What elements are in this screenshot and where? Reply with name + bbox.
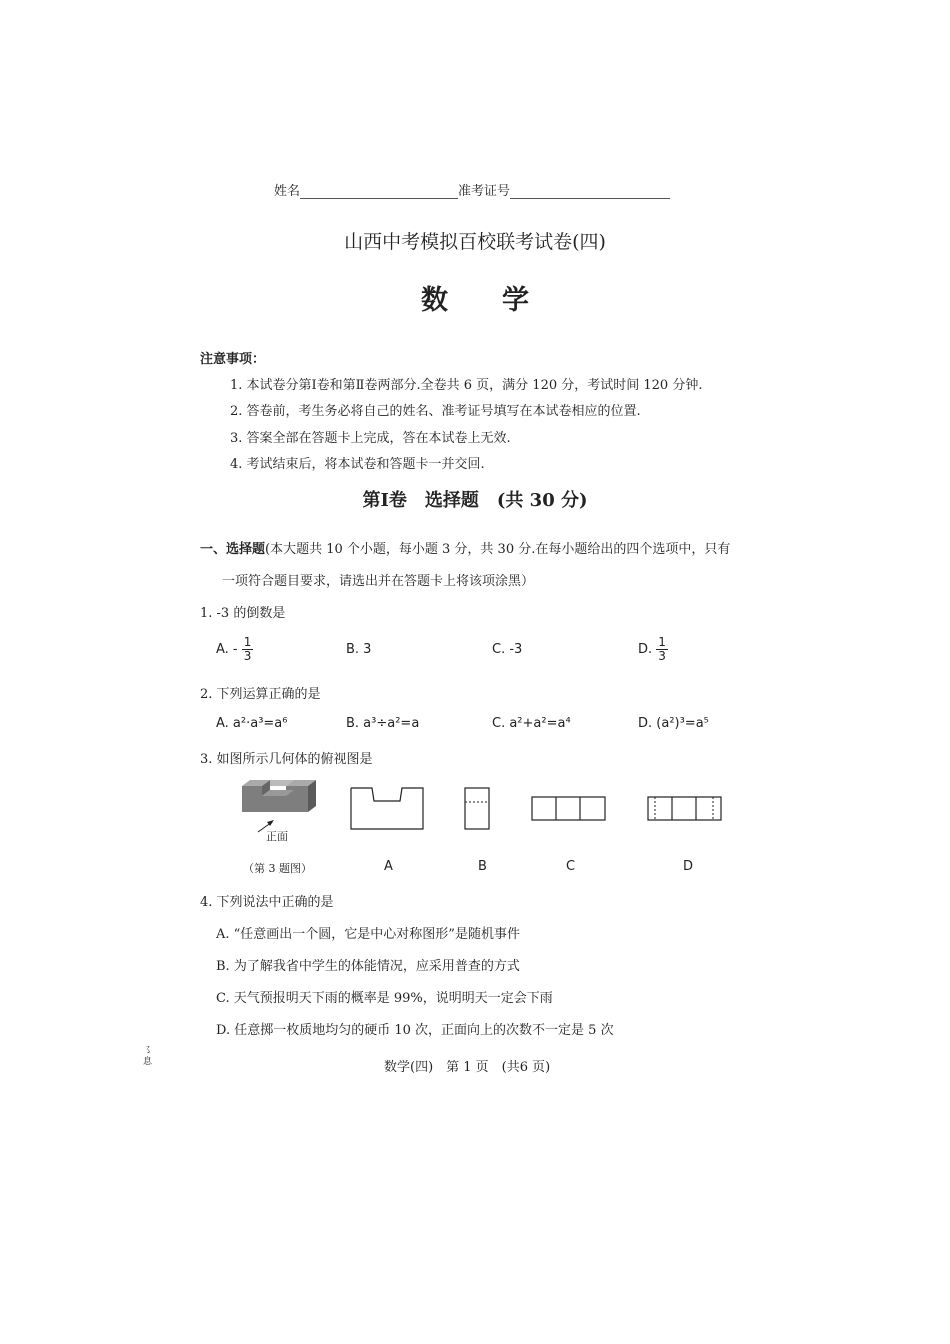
option-c-figure bbox=[531, 796, 606, 821]
name-blank bbox=[300, 184, 458, 199]
instr-line2: 一项符合题目要求，请选出并在答题卡上将该项涂黑） bbox=[222, 574, 535, 589]
exam-header bbox=[274, 180, 670, 199]
numerator: 1 bbox=[243, 635, 252, 649]
q4-option-d: D. 任意掷一枚质地均匀的硬币 10 次，正面向上的次数不一定是 5 次 bbox=[216, 1023, 614, 1038]
q4-option-c: C. 天气预报明天下雨的概率是 99%，说明明天一定会下雨 bbox=[216, 991, 553, 1006]
denominator: 3 bbox=[243, 649, 252, 663]
q1-a-prefix: A. - bbox=[216, 642, 238, 657]
label-d: D bbox=[683, 859, 694, 874]
fraction bbox=[242, 636, 254, 663]
notice-item: 1. 本试卷分第Ⅰ卷和第Ⅱ卷两部分.全卷共 6 页，满分 120 分，考试时间 120 分钟. bbox=[230, 378, 703, 393]
notice-item: 4. 考试结束后，将本试卷和答题卡一并交回. bbox=[230, 457, 485, 472]
q1-option-c: C. -3 bbox=[492, 642, 523, 657]
fraction bbox=[656, 636, 668, 663]
option-d-figure bbox=[647, 796, 722, 821]
id-blank bbox=[510, 184, 670, 199]
q1-stem: 1. -3 的倒数是 bbox=[200, 606, 286, 621]
q4-option-b: B. 为了解我省中学生的体能情况，应采用普查的方式 bbox=[216, 959, 520, 974]
q2-option-a: A. a²·a³=a⁶ bbox=[216, 716, 288, 731]
denominator: 3 bbox=[658, 649, 666, 663]
subject-title: 数 学 bbox=[421, 285, 529, 316]
label-a: A bbox=[384, 859, 393, 874]
q4-option-a: A. “任意画出一个圆，它是中心对称图形”是随机事件 bbox=[216, 927, 520, 942]
q2-stem: 2. 下列运算正确的是 bbox=[200, 687, 321, 702]
notice-item: 2. 答卷前，考生务必将自己的姓名、准考证号填写在本试卷相应的位置. bbox=[230, 404, 641, 419]
q1-option-b: B. 3 bbox=[346, 642, 372, 657]
q2-option-b: B. a³÷a²=a bbox=[346, 716, 420, 731]
id-label: 准考证号 bbox=[458, 184, 511, 199]
margin-mark: ㇌ 息 bbox=[143, 1046, 153, 1067]
section-title: 第Ⅰ卷 选择题 (共 30 分) bbox=[362, 490, 588, 511]
exam-title: 山西中考模拟百校联考试卷(四) bbox=[344, 231, 606, 253]
q2-option-c: C. a²+a²=a⁴ bbox=[492, 716, 571, 731]
numerator: 1 bbox=[658, 635, 666, 649]
label-b: B bbox=[478, 859, 487, 874]
instr-line1: (本大题共 10 个小题，每小题 3 分，共 30 分.在每小题给出的四个选项中，只有 bbox=[265, 542, 731, 557]
option-a-figure bbox=[350, 787, 424, 830]
front-label: 正面 bbox=[266, 830, 288, 843]
q1-option-d bbox=[638, 636, 668, 663]
q1-option-a bbox=[216, 636, 253, 663]
section-instructions bbox=[200, 538, 730, 557]
label-c: C bbox=[566, 859, 576, 874]
option-b-figure bbox=[464, 787, 490, 830]
name-label: 姓名 bbox=[274, 184, 301, 199]
q4-stem: 4. 下列说法中正确的是 bbox=[200, 895, 334, 910]
page-footer: 数学(四) 第 1 页 (共6 页) bbox=[384, 1060, 551, 1075]
q1-d-prefix: D. bbox=[638, 642, 653, 657]
instr-bold: 一、选择题 bbox=[200, 542, 266, 557]
notice-heading: 注意事项： bbox=[200, 352, 266, 367]
q2-option-d: D. (a²)³=a⁵ bbox=[638, 716, 709, 731]
figure-caption: （第 3 题图） bbox=[243, 862, 312, 875]
q3-stem: 3. 如图所示几何体的俯视图是 bbox=[200, 752, 373, 767]
notice-item: 3. 答案全部在答题卡上完成，答在本试卷上无效. bbox=[230, 431, 511, 446]
